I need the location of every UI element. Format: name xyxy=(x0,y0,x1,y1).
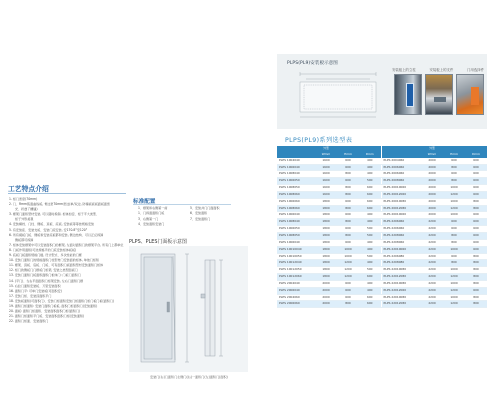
upright-photo xyxy=(394,74,422,115)
dimension-cell: 600 xyxy=(465,232,487,239)
dimension-cell: 2200 xyxy=(421,232,443,239)
selection-table xyxy=(277,146,487,308)
dimension-cell: 600 xyxy=(337,178,359,185)
table-subheader-cell: Hmm xyxy=(443,152,465,158)
table-row xyxy=(277,198,487,205)
mounting-plate-outline xyxy=(300,82,376,112)
model-cell: PLPS 1006050 xyxy=(277,226,315,233)
model-cell: PLPS 22012080 xyxy=(381,301,421,308)
dimension-cell: 1200 xyxy=(443,287,465,294)
table-row xyxy=(277,205,487,212)
dimension-cell: 600 xyxy=(337,158,359,164)
dimension-cell: 800 xyxy=(337,219,359,226)
table-subheader-cell: Dmm xyxy=(359,152,381,158)
model-cell: PLPS 2206060 xyxy=(381,226,421,233)
dimension-cell: 1600 xyxy=(315,164,337,171)
dimension-cell: 2000 xyxy=(421,185,443,192)
feature-item: 光、折叠了槽缝) xyxy=(15,207,38,212)
feature-item: 16. 面积门平: 可单门安装板(可面积安) xyxy=(9,288,62,293)
table-row xyxy=(277,171,487,178)
dimension-cell: 2000 xyxy=(421,198,443,205)
dimension-cell: 400 xyxy=(359,158,381,164)
dimension-cell: 1800 xyxy=(315,226,337,233)
dimension-cell: 1800 xyxy=(315,246,337,253)
model-cell: PLPS 1008050 xyxy=(277,185,315,192)
dimension-cell: 600 xyxy=(337,212,359,219)
dimension-cell: 600 xyxy=(465,226,487,233)
dimension-cell: 1000 xyxy=(337,253,359,260)
dimension-cell: 1800 xyxy=(315,198,337,205)
dimension-cell: 600 xyxy=(465,239,487,246)
dimension-cell: 600 xyxy=(337,198,359,205)
table-row xyxy=(277,226,487,233)
config-item: 1、门拆面面积门板 xyxy=(138,211,165,216)
dimension-cell: 500 xyxy=(359,267,381,274)
dimension-cell: 800 xyxy=(465,205,487,212)
dimension-cell: 2000 xyxy=(421,205,443,212)
dimension-cell: 1000 xyxy=(443,185,465,192)
table-row xyxy=(277,232,487,239)
photo-label-door-option: 门用选择件 xyxy=(467,68,484,72)
table-row xyxy=(277,191,487,198)
dimension-cell: 1000 xyxy=(443,246,465,253)
feature-item: 5. 有安装座、安装支板、安装门底安装, 安170.8°至120° xyxy=(9,227,88,232)
dimension-cell: 600 xyxy=(465,212,487,219)
config-item: 1、框架和右侧第一前 xyxy=(138,206,168,210)
config-item: 6、安装面积 xyxy=(190,211,208,216)
table-body xyxy=(277,158,487,308)
door-lock-detail xyxy=(201,294,205,298)
dimension-cell: 600 xyxy=(465,164,487,171)
feature-item: 2. 门、Rmm弧面曲线板, 骨边宽70mm宽边(单/双边, 防撞板板板面板面宽 xyxy=(9,202,110,207)
dimension-cell: 600 xyxy=(465,171,487,178)
model-cell: PLPS 1006040 xyxy=(277,212,315,219)
config-item: 7、安装面积门 xyxy=(190,216,211,221)
dimension-cell: 400 xyxy=(359,164,381,171)
selection-table-title: PLPS(PL9)系列选型表 xyxy=(285,137,353,144)
dimension-cell: 1200 xyxy=(443,274,465,281)
table-row xyxy=(277,164,487,171)
model-cell: PLPS 10012050 xyxy=(277,267,315,274)
model-cell: PLPS 1008060 xyxy=(277,205,315,212)
dimension-cell: 500 xyxy=(359,226,381,233)
table-subheader-cell: Wmm xyxy=(315,152,337,158)
dimension-cell: 1600 xyxy=(315,171,337,178)
dimension-cell: 600 xyxy=(359,294,381,301)
dimension-cell: 2000 xyxy=(421,171,443,178)
table-row xyxy=(277,212,487,219)
dimension-cell: 600 xyxy=(465,185,487,192)
dimension-cell: 1000 xyxy=(443,280,465,287)
dimension-cell: 2200 xyxy=(421,274,443,281)
feature-item: 18. 安装板面积(可面积门)、安装门柜面积安装门柜面积门柜门板门板(面积门) xyxy=(9,298,115,303)
feature-item: 4. 安装横档、门柱、侧板、顶板、底板, 安装板等等按规格安装 xyxy=(9,222,95,227)
dimension-cell: 2200 xyxy=(421,294,443,301)
dimension-cell: 600 xyxy=(443,158,465,164)
dimension-cell: 1200 xyxy=(443,301,465,308)
table-header-cell: 外型 xyxy=(315,146,337,152)
feature-item: 10. 安装门面积门的规格面积门柱型材门安装面的柜体, 单独门柜积 xyxy=(9,258,100,263)
feature-item: 11. 框架、顶板、底板、门板、可有面积门板面积型材安装面积门柜体 xyxy=(9,263,104,268)
dimension-cell: 600 xyxy=(443,226,465,233)
dimension-cell: 2200 xyxy=(421,246,443,253)
dimension-cell: 600 xyxy=(465,178,487,185)
photo-label-upright: 安装板上的立柱 xyxy=(392,68,416,72)
dimension-cell: 2000 xyxy=(315,294,337,301)
model-cell: PLPS 2208060 xyxy=(381,232,421,239)
dimension-cell: 600 xyxy=(337,294,359,301)
model-cell: PLPS 20010080 xyxy=(381,198,421,205)
model-cell: PLPS 2004040 xyxy=(277,280,315,287)
dimension-cell: 2200 xyxy=(421,280,443,287)
dimension-cell: 2000 xyxy=(421,212,443,219)
dimension-cell: 2000 xyxy=(315,301,337,308)
dimension-cell: 400 xyxy=(359,239,381,246)
feature-item: 13. 安装门面积门板面积面积门柜体门: 门板门面积门 xyxy=(9,273,81,278)
dimension-cell: 800 xyxy=(465,260,487,267)
photo-label-bracket: 安装板上的支件 xyxy=(429,68,454,72)
model-cell: PLPS 1008040 xyxy=(277,171,315,178)
feature-item: 21. 面积门柜面积平门板、安装面积面积门柜(安装面积) xyxy=(9,314,85,319)
dimension-cell: 2200 xyxy=(421,260,443,267)
dimension-cell: 800 xyxy=(443,239,465,246)
table-row xyxy=(277,178,487,185)
dimension-cell: 600 xyxy=(359,198,381,205)
dimension-cell: 2000 xyxy=(421,158,443,164)
dimension-cell: 800 xyxy=(465,198,487,205)
dimension-cell: 600 xyxy=(359,191,381,198)
dimension-cell: 800 xyxy=(337,171,359,178)
dimension-cell: 600 xyxy=(443,219,465,226)
dimension-cell: 2200 xyxy=(421,301,443,308)
model-cell: PLPS 20012080 xyxy=(381,205,421,212)
dimension-cell: 800 xyxy=(465,253,487,260)
table-row xyxy=(277,239,487,246)
dimension-cell: 1000 xyxy=(443,267,465,274)
model-cell: PLPS 1006060 xyxy=(277,198,315,205)
dimension-cell: 600 xyxy=(359,185,381,192)
dimension-cell: 600 xyxy=(337,280,359,287)
dimension-cell: 2200 xyxy=(421,226,443,233)
dimension-cell: 800 xyxy=(337,191,359,198)
dimension-cell: 800 xyxy=(337,185,359,192)
model-cell: PLPS 1008060 xyxy=(277,191,315,198)
model-cell: PLPS 22010060 xyxy=(381,246,421,253)
feature-item: 7. 柜体安装框架中可以安装面积门的框架, 左面对面积门的框架平台, 所有门上都单位 xyxy=(9,242,124,247)
dimension-cell: 1800 xyxy=(315,239,337,246)
door-drawing xyxy=(129,246,248,372)
door-handle xyxy=(167,302,170,312)
dimension-cell: 1800 xyxy=(315,232,337,239)
feature-item: 侧板都可拆卸 xyxy=(15,237,34,242)
dimension-cell: 400 xyxy=(359,280,381,287)
dimension-cell: 1000 xyxy=(443,294,465,301)
feature-item: 20. 面板: 面积门柜面积、安装面积面积门柜(面积门) xyxy=(9,309,81,314)
bracket-photo xyxy=(425,74,453,115)
feature-item: 柜子外形美观 xyxy=(15,217,34,222)
model-cell: PLPS 22010080 xyxy=(381,267,421,274)
model-cell: PLPS 2006060 xyxy=(381,164,421,171)
model-cell: PLPS 2006040 xyxy=(277,287,315,294)
dimension-cell: 1000 xyxy=(443,198,465,205)
dimension-cell: 2000 xyxy=(315,280,337,287)
dimension-cell: 600 xyxy=(465,191,487,198)
model-cell: PLPS 22010080 xyxy=(381,294,421,301)
model-cell: PLPS 2008060 xyxy=(381,178,421,185)
dimension-cell: 800 xyxy=(337,301,359,308)
table-subheader-cell: Wmm xyxy=(421,152,443,158)
model-cell: PLPS 1006040 xyxy=(277,164,315,171)
model-cell: PLPS 1006050 xyxy=(277,178,315,185)
dimension-cell: 600 xyxy=(359,301,381,308)
config-item: 4、安装面积安装门 xyxy=(138,222,165,227)
dimension-cell: 1600 xyxy=(315,158,337,164)
feature-item: 6. 所有模板门板、侧板和安装底板都和安装, 侧边结构、可以正反拆卸 xyxy=(9,232,104,237)
table-row xyxy=(277,280,487,287)
dimension-cell: 800 xyxy=(465,274,487,281)
dimension-cell: 400 xyxy=(359,212,381,219)
model-cell: PLPS 20010060 xyxy=(381,212,421,219)
table-subheader-cell: Dmm xyxy=(465,152,487,158)
photo-labels xyxy=(392,67,484,72)
dimension-cell: 2000 xyxy=(315,287,337,294)
door-diagram-caption: 安装门(右)门面积门左侧门(右)一面积门(左)面积门(面积) xyxy=(150,375,228,379)
dimension-cell: 1800 xyxy=(315,260,337,267)
model-cell: PLPS 20012060 xyxy=(381,191,421,198)
table-row xyxy=(277,185,487,192)
dimension-cell: 2000 xyxy=(421,164,443,171)
table-row xyxy=(277,294,487,301)
feature-item: 9. 底板门板面积规格门槛, 设计型式、多次性能的门框 xyxy=(9,253,82,258)
model-cell: PLPS 2206080 xyxy=(381,253,421,260)
model-cell: PLPS 2206060 xyxy=(381,219,421,226)
dimension-cell: 1800 xyxy=(315,274,337,281)
dimension-cell: 600 xyxy=(359,205,381,212)
table-subheader-cell: Hmm xyxy=(337,152,359,158)
features-divider xyxy=(8,193,126,194)
model-cell: PLPS 22012080 xyxy=(381,274,421,281)
dimension-cell: 1600 xyxy=(315,185,337,192)
feature-item: 3. 框架门面积型材安装, 可以随时拆卸, 柜体加密、柜子平大类型、 xyxy=(9,212,100,217)
dimension-cell: 400 xyxy=(359,171,381,178)
model-cell: PLPS 20010060 xyxy=(381,185,421,192)
table-row xyxy=(277,287,487,294)
dimension-cell: 600 xyxy=(465,219,487,226)
dimension-cell: 400 xyxy=(359,219,381,226)
dimension-cell: 600 xyxy=(337,287,359,294)
dimension-cell: 800 xyxy=(443,232,465,239)
feature-item: 22. 面积门柜面、安装面积门 xyxy=(9,319,49,324)
dimension-cell: 1200 xyxy=(443,191,465,198)
table-row xyxy=(277,253,487,260)
feature-item: 15. 右拉门面积安装板、万里安装面积 xyxy=(9,283,61,288)
dimension-cell: 1600 xyxy=(315,178,337,185)
dimension-cell: 2000 xyxy=(421,191,443,198)
feature-item: 1. 柜门宽度(70mm) xyxy=(9,197,38,201)
model-cell: PLPS 10010050 xyxy=(277,253,315,260)
features-title: 工艺特点介绍 xyxy=(8,185,49,193)
dimension-cell: 800 xyxy=(337,205,359,212)
dimension-cell: 2000 xyxy=(421,178,443,185)
dimension-cell: 600 xyxy=(337,239,359,246)
dimension-cell: 500 xyxy=(359,178,381,185)
model-cell: PLPS 10012040 xyxy=(277,260,315,267)
table-row xyxy=(277,246,487,253)
dimension-cell: 600 xyxy=(359,274,381,281)
dimension-cell: 800 xyxy=(443,260,465,267)
dimension-cell: 1800 xyxy=(315,253,337,260)
model-cell: PLPS 2006060 xyxy=(381,171,421,178)
dimension-cell: 2200 xyxy=(421,287,443,294)
feature-item: 12. 柜门的侧板门门框板门柜架, 安装之类型面板门 xyxy=(9,268,78,273)
install-diagram-title: PLPS(PL9)安装板示意图 xyxy=(287,61,338,66)
dimension-cell: 800 xyxy=(465,294,487,301)
model-cell: PLPS 2004060 xyxy=(381,158,421,164)
dimension-cell: 1600 xyxy=(315,191,337,198)
config-divider xyxy=(133,204,231,205)
table-header-cell: 外型 xyxy=(421,146,443,152)
dimension-cell: 2200 xyxy=(421,219,443,226)
dimension-cell: 800 xyxy=(465,280,487,287)
dimension-cell: 600 xyxy=(465,246,487,253)
model-cell: PLPS 2208060 xyxy=(381,239,421,246)
model-cell: PLPS 1008040 xyxy=(277,219,315,226)
dimension-cell: 600 xyxy=(337,226,359,233)
dimension-cell: 2200 xyxy=(421,253,443,260)
dimension-cell: 1200 xyxy=(337,260,359,267)
model-cell: PLPS 22012060 xyxy=(381,287,421,294)
table-row xyxy=(277,219,487,226)
dimension-cell: 1800 xyxy=(315,219,337,226)
config-item xyxy=(190,222,238,227)
dimension-cell: 1000 xyxy=(337,246,359,253)
table-row xyxy=(277,267,487,274)
door-option-photo xyxy=(456,74,484,115)
dimension-cell: 1800 xyxy=(315,267,337,274)
dimension-cell: 400 xyxy=(359,260,381,267)
dimension-cell: 1200 xyxy=(337,267,359,274)
table-row xyxy=(277,260,487,267)
dimension-cell: 1200 xyxy=(337,274,359,281)
dimension-cell: 2200 xyxy=(421,239,443,246)
dimension-cell: 1200 xyxy=(443,205,465,212)
dimension-cell: 600 xyxy=(337,164,359,171)
table-row xyxy=(277,301,487,308)
door-diagram-title: PLPS、PLES门面板示意图 xyxy=(129,239,187,245)
dimension-cell: 1800 xyxy=(315,212,337,219)
config-list xyxy=(138,206,238,228)
dimension-cell: 2200 xyxy=(421,267,443,274)
dimension-cell: 800 xyxy=(465,301,487,308)
dimension-cell: 600 xyxy=(465,287,487,294)
model-cell: PLPS 22010080 xyxy=(381,280,421,287)
dimension-cell: 800 xyxy=(465,267,487,274)
table-row xyxy=(277,274,487,281)
dimension-cell: 800 xyxy=(443,178,465,185)
model-cell: PLPS 10010040 xyxy=(277,246,315,253)
model-cell: PLPS 2004060 xyxy=(277,294,315,301)
dimension-cell: 800 xyxy=(337,232,359,239)
dimension-cell: 800 xyxy=(443,164,465,171)
dimension-cell: 1800 xyxy=(315,205,337,212)
dimension-cell: 600 xyxy=(443,171,465,178)
model-cell: PLPS 2208080 xyxy=(381,260,421,267)
dimension-cell: 400 xyxy=(359,287,381,294)
dimension-cell: 600 xyxy=(443,253,465,260)
mounting-plate-drawing xyxy=(290,70,386,122)
feature-item: 8. 门板作用面积(可选规格平的门底安装柜体板板) xyxy=(9,247,77,252)
feature-item: 14. (平门)、左右平面面积门柜架安装, 左右门面积门框 xyxy=(9,278,84,283)
model-cell: PLPS 1004040 xyxy=(277,158,315,164)
model-cell: PLPS 1006040 xyxy=(277,239,315,246)
features-list xyxy=(9,197,127,324)
config-item: 5、安装并门门面面积 xyxy=(190,206,220,210)
model-cell: PLPS 2006060 xyxy=(277,301,315,308)
model-cell: PLPS 10012060 xyxy=(277,274,315,281)
dimension-cell: 500 xyxy=(359,232,381,239)
dimension-cell: 1000 xyxy=(443,212,465,219)
dimension-cell: 600 xyxy=(465,158,487,164)
config-title: 标准配置 xyxy=(133,199,156,205)
config-item: 3、右侧第一门 xyxy=(138,216,159,221)
model-cell: PLPS 1008050 xyxy=(277,232,315,239)
dimension-cell: 500 xyxy=(359,253,381,260)
feature-item: 19. 面积门柜面积: 安装门面积门板板, 面积门柜面积门(安装面积) xyxy=(9,303,98,308)
feature-item: 17. 安装门柜、安装顶面积平门 xyxy=(9,293,52,298)
dimension-cell: 400 xyxy=(359,246,381,253)
